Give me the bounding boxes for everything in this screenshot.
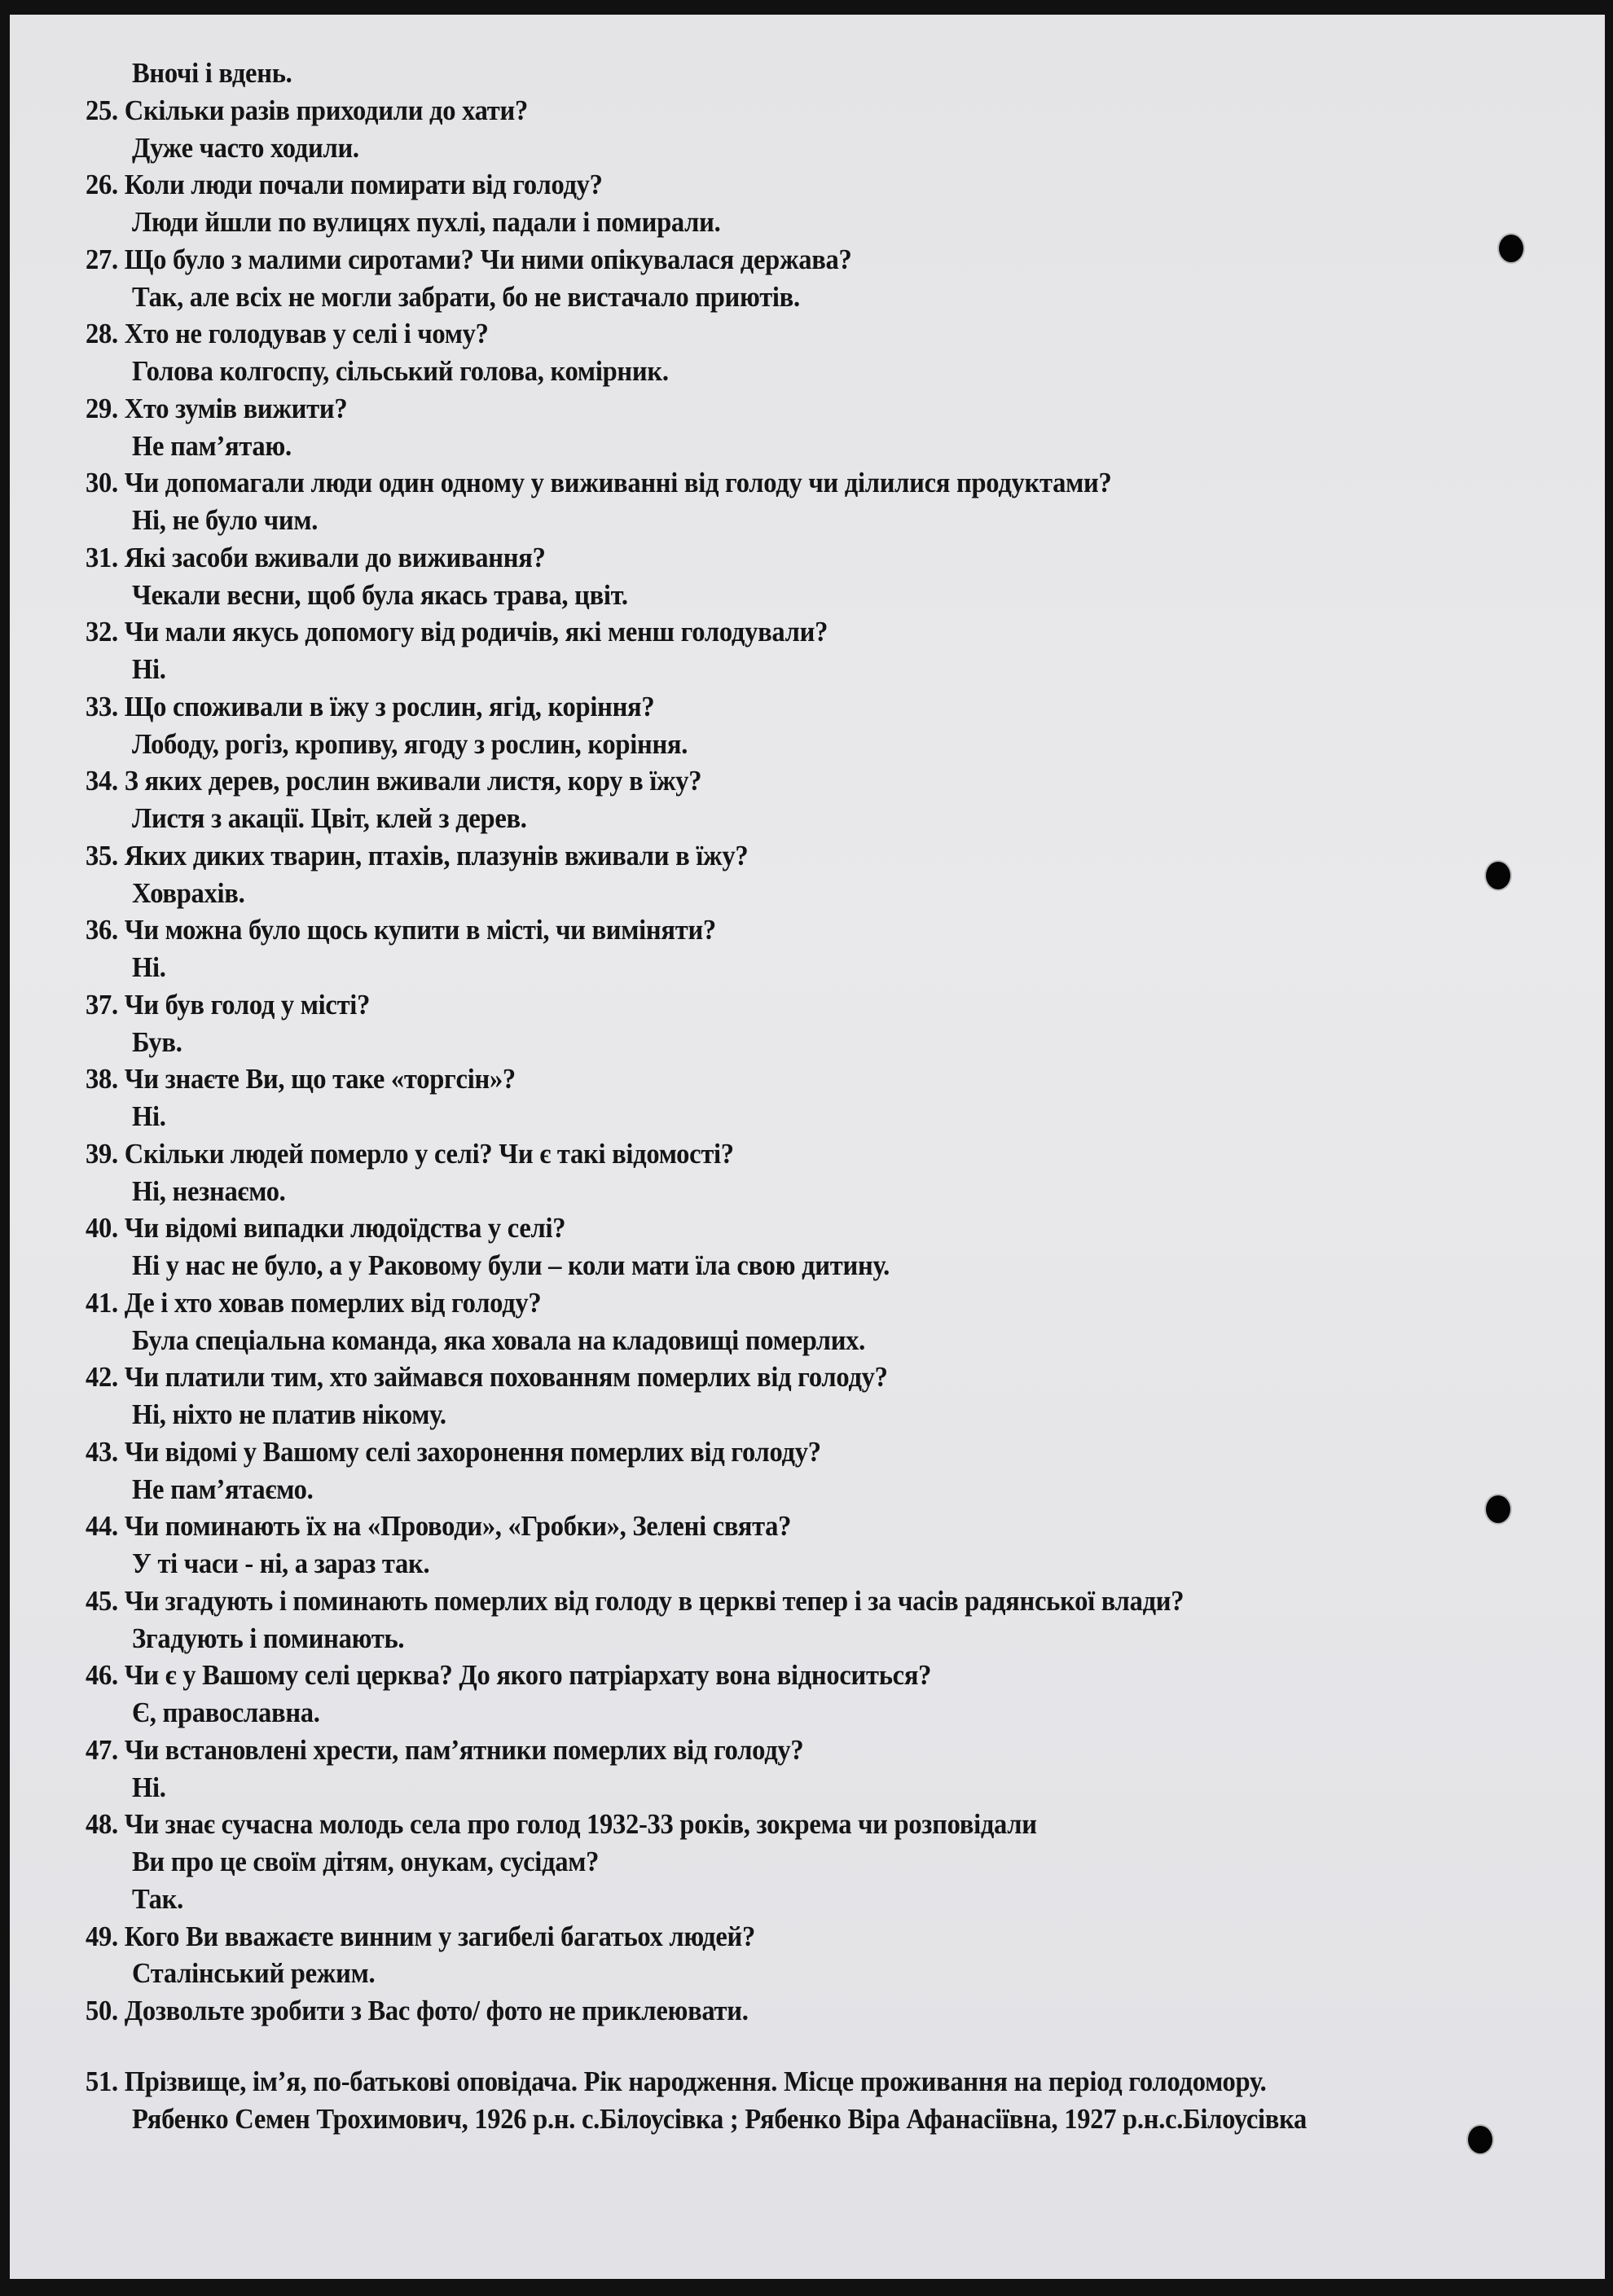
- question-line-text: Чи можна було щось купити в місті, чи виміняти?: [124, 914, 716, 946]
- answer-line: [132, 951, 166, 984]
- answer-line: [132, 728, 688, 761]
- question-line-text: Дозвольте зробити з Вас фото/ фото не приклеювати.: [124, 1995, 749, 2026]
- answer-line: [132, 57, 292, 90]
- question-line-text: Чи є у Вашому селі церква? До якого патріархату вона відноситься?: [124, 1659, 932, 1692]
- question-number: 28.: [86, 318, 118, 350]
- question-line: [86, 989, 370, 1021]
- question-number: 46.: [86, 1659, 118, 1692]
- question-number: 27.: [86, 243, 118, 275]
- answer-line: [132, 1249, 890, 1282]
- question-line-text: Де і хто ховав померлих від голоду?: [124, 1286, 542, 1319]
- answer-line-text: Так.: [132, 1882, 183, 1915]
- punch-hole-icon: [1468, 2126, 1492, 2153]
- question-line: [86, 1585, 1184, 1618]
- question-line: [86, 169, 603, 201]
- answer-line-text: Згадують і поминають.: [132, 1622, 405, 1654]
- question-number: 49.: [86, 1920, 118, 1952]
- question-line-text: Які засоби вживали до виживання?: [124, 541, 546, 573]
- question-number: 47.: [86, 1733, 118, 1766]
- answer-line: [132, 1324, 865, 1357]
- answer-line-text: Є, православна.: [132, 1697, 320, 1728]
- answer-line: [132, 1026, 182, 1059]
- question-line: [86, 840, 748, 872]
- punch-hole-icon: [1486, 862, 1510, 889]
- question-line: [86, 1138, 734, 1170]
- question-number: 31.: [86, 541, 118, 573]
- question-number: 50.: [86, 1995, 118, 2026]
- question-line: [86, 1734, 803, 1767]
- answer-line-text: Ні, ніхто не платив нікому.: [132, 1398, 446, 1430]
- question-line: [86, 1436, 821, 1468]
- question-number: 51.: [86, 2065, 118, 2097]
- question-line-text: Коли люди почали помирати від голоду?: [124, 169, 603, 201]
- question-line-text: Хто зумів вижити?: [124, 392, 348, 424]
- answer-line-text: Листя з акації. Цвіт, клей з дерев.: [132, 802, 527, 834]
- question-line-text: Чи допомагали люди один одному у виживанні від голоду чи ділилися продуктами?: [124, 467, 1112, 499]
- answer-line-text: Так, але всіх не могли забрати, бо не вистачало приютів.: [132, 280, 800, 313]
- answer-line: [132, 1547, 429, 1580]
- answer-line: [132, 1398, 446, 1431]
- question-number: 36.: [86, 914, 118, 946]
- answer-line-text: Ні.: [132, 1771, 166, 1803]
- question-number: 39.: [86, 1137, 118, 1170]
- question-number: 35.: [86, 839, 118, 871]
- answer-line: [132, 1883, 183, 1916]
- answer-line-text: Ні у нас не було, а у Раковому були – коли мати їла свою дитину.: [132, 1249, 890, 1281]
- punch-hole-icon: [1499, 235, 1523, 262]
- answer-line: [132, 579, 628, 612]
- answer-line-text: Не пам’ятаємо.: [132, 1473, 314, 1505]
- question-line: [86, 1287, 541, 1319]
- question-line-text: Чи поминають їх на «Проводи», «Гробки», Зелені свята?: [124, 1510, 792, 1543]
- question-number: 40.: [86, 1212, 118, 1245]
- question-number: 26.: [86, 169, 118, 201]
- answer-line: [132, 1473, 314, 1506]
- question-line-text: Прізвище, ім’я, по-батькові оповідача. Рік народження. Місце проживання на період голодомору.: [124, 2065, 1267, 2097]
- question-line-text: Що споживали в їжу з рослин, ягід, коріння?: [124, 690, 655, 722]
- question-line-text: Чи згадують і поминають померлих від голоду в церкві тепер і за часів радянської влади?: [124, 1584, 1184, 1617]
- question-number: 43.: [86, 1435, 118, 1468]
- answer-line-text: Ні.: [132, 1100, 166, 1132]
- question-line: [86, 1361, 888, 1394]
- question-line-text: Скільки людей померло у селі? Чи є такі відомості?: [124, 1137, 734, 1170]
- question-line: [86, 467, 1111, 499]
- answer-line: [132, 1175, 286, 1208]
- question-number: 44.: [86, 1510, 118, 1543]
- question-number: 34.: [86, 765, 118, 797]
- question-line: [86, 691, 654, 723]
- answer-line: [132, 281, 800, 314]
- answer-line: [132, 355, 669, 388]
- answer-line: [132, 504, 318, 537]
- answer-line: [132, 653, 166, 686]
- question-line: [86, 1921, 755, 1953]
- answer-line-text: Був.: [132, 1025, 182, 1058]
- answer-line-text: Вночі і вдень.: [132, 57, 292, 89]
- question-line: [86, 318, 489, 350]
- answer-line-text: Ні.: [132, 951, 166, 983]
- question-line-text: Чи був голод у місті?: [124, 988, 371, 1021]
- question-line: [86, 1063, 516, 1095]
- question-line-text: Чи встановлені хрести, пам’ятники померлих від голоду?: [124, 1733, 804, 1766]
- answer-line-text: Голова колгоспу, сільський голова, комірник.: [132, 355, 669, 387]
- question-line-text: Чи знає сучасна молодь села про голод 1932-33 років, зокрема чи розповідали: [124, 1808, 1037, 1841]
- question-line-text: Хто не голодував у селі і чому?: [124, 318, 489, 350]
- question-line: [86, 542, 546, 574]
- question-line-text: Чи знаєте Ви, що таке «торгсін»?: [124, 1063, 516, 1095]
- question-line: [86, 393, 347, 425]
- answer-line: [132, 132, 359, 165]
- answer-line-text: Дуже часто ходили.: [132, 131, 359, 164]
- answer-line: [132, 1697, 320, 1729]
- answer-line-text: У ті часи - ні, а зараз так.: [132, 1547, 430, 1579]
- answer-line: [132, 877, 244, 910]
- answer-line-text: Рябенко Семен Трохимович, 1926 р.н. с.Білоусівка ; Рябенко Віра Афанасіївна, 1927 р.н.с.Білоусівка: [132, 2102, 1308, 2135]
- question-number: 30.: [86, 467, 118, 499]
- question-line: [86, 244, 852, 276]
- answer-line: [132, 1100, 166, 1133]
- answer-line-text: Сталінський режим.: [132, 1957, 376, 1990]
- question-number: 25.: [86, 94, 118, 126]
- answer-line-text: Ні, не було чим.: [132, 504, 319, 536]
- answer-line-text: Чекали весни, щоб була якась трава, цвіт.: [132, 578, 628, 611]
- answer-line: [132, 1957, 375, 1990]
- answer-line: [132, 206, 721, 239]
- question-line: [86, 616, 828, 648]
- answer-line: [132, 1771, 166, 1804]
- question-line: [86, 1659, 931, 1692]
- answer-line: [132, 430, 292, 463]
- answer-line-text: Була спеціальна команда, яка ховала на кладовищі померлих.: [132, 1324, 866, 1356]
- question-line-text: Скільки разів приходили до хати?: [124, 94, 528, 126]
- question-line: [132, 1846, 599, 1878]
- punch-hole-icon: [1486, 1495, 1510, 1523]
- answer-line-text: Лободу, рогіз, кропиву, ягоду з рослин, коріння.: [132, 727, 688, 760]
- answer-line: [132, 802, 527, 835]
- question-number: 29.: [86, 392, 118, 424]
- question-number: 32.: [86, 616, 118, 648]
- question-line-text: Ви про це своїм дітям, онукам, сусідам?: [132, 1846, 600, 1877]
- question-number: 33.: [86, 690, 118, 722]
- answer-line-text: Не пам’ятаю.: [132, 429, 292, 462]
- answer-line: [132, 2103, 1307, 2136]
- question-line: [86, 1995, 749, 2027]
- question-number: 45.: [86, 1584, 118, 1617]
- answer-line-text: Ні, незнаємо.: [132, 1174, 286, 1207]
- question-number: 41.: [86, 1286, 118, 1319]
- question-number: 37.: [86, 988, 118, 1021]
- question-number: 42.: [86, 1361, 118, 1394]
- question-line: [86, 765, 701, 797]
- answer-line: [132, 1622, 404, 1655]
- question-line: [86, 1212, 565, 1245]
- question-line: [86, 1510, 791, 1543]
- question-line-text: Чи мали якусь допомогу від родичів, які менш голодували?: [124, 616, 828, 648]
- question-number: 38.: [86, 1063, 118, 1095]
- question-line: [86, 914, 716, 946]
- question-line: [86, 1808, 1037, 1841]
- question-line: [86, 2066, 1267, 2098]
- answer-line-text: Люди йшли по вулицях пухлі, падали і помирали.: [132, 206, 721, 238]
- question-line-text: З яких дерев, рослин вживали листя, кору в їжу?: [124, 765, 702, 797]
- question-line-text: Кого Ви вважаєте винним у загибелі багатьох людей?: [124, 1920, 755, 1952]
- question-line-text: Яких диких тварин, птахів, плазунів вживали в їжу?: [124, 839, 749, 871]
- answer-line-text: Ні.: [132, 653, 166, 685]
- question-line-text: Чи відомі випадки людоїдства у селі?: [124, 1212, 566, 1245]
- question-line: [86, 94, 528, 127]
- scanned-page: [10, 15, 1605, 2279]
- question-line-text: Що було з малими сиротами? Чи ними опікувалася держава?: [124, 243, 852, 275]
- question-number: 48.: [86, 1808, 118, 1841]
- answer-line-text: Ховрахів.: [132, 876, 245, 909]
- question-line-text: Чи платили тим, хто займався похованням померлих від голоду?: [124, 1361, 888, 1394]
- question-line-text: Чи відомі у Вашому селі захоронення померлих від голоду?: [124, 1435, 821, 1468]
